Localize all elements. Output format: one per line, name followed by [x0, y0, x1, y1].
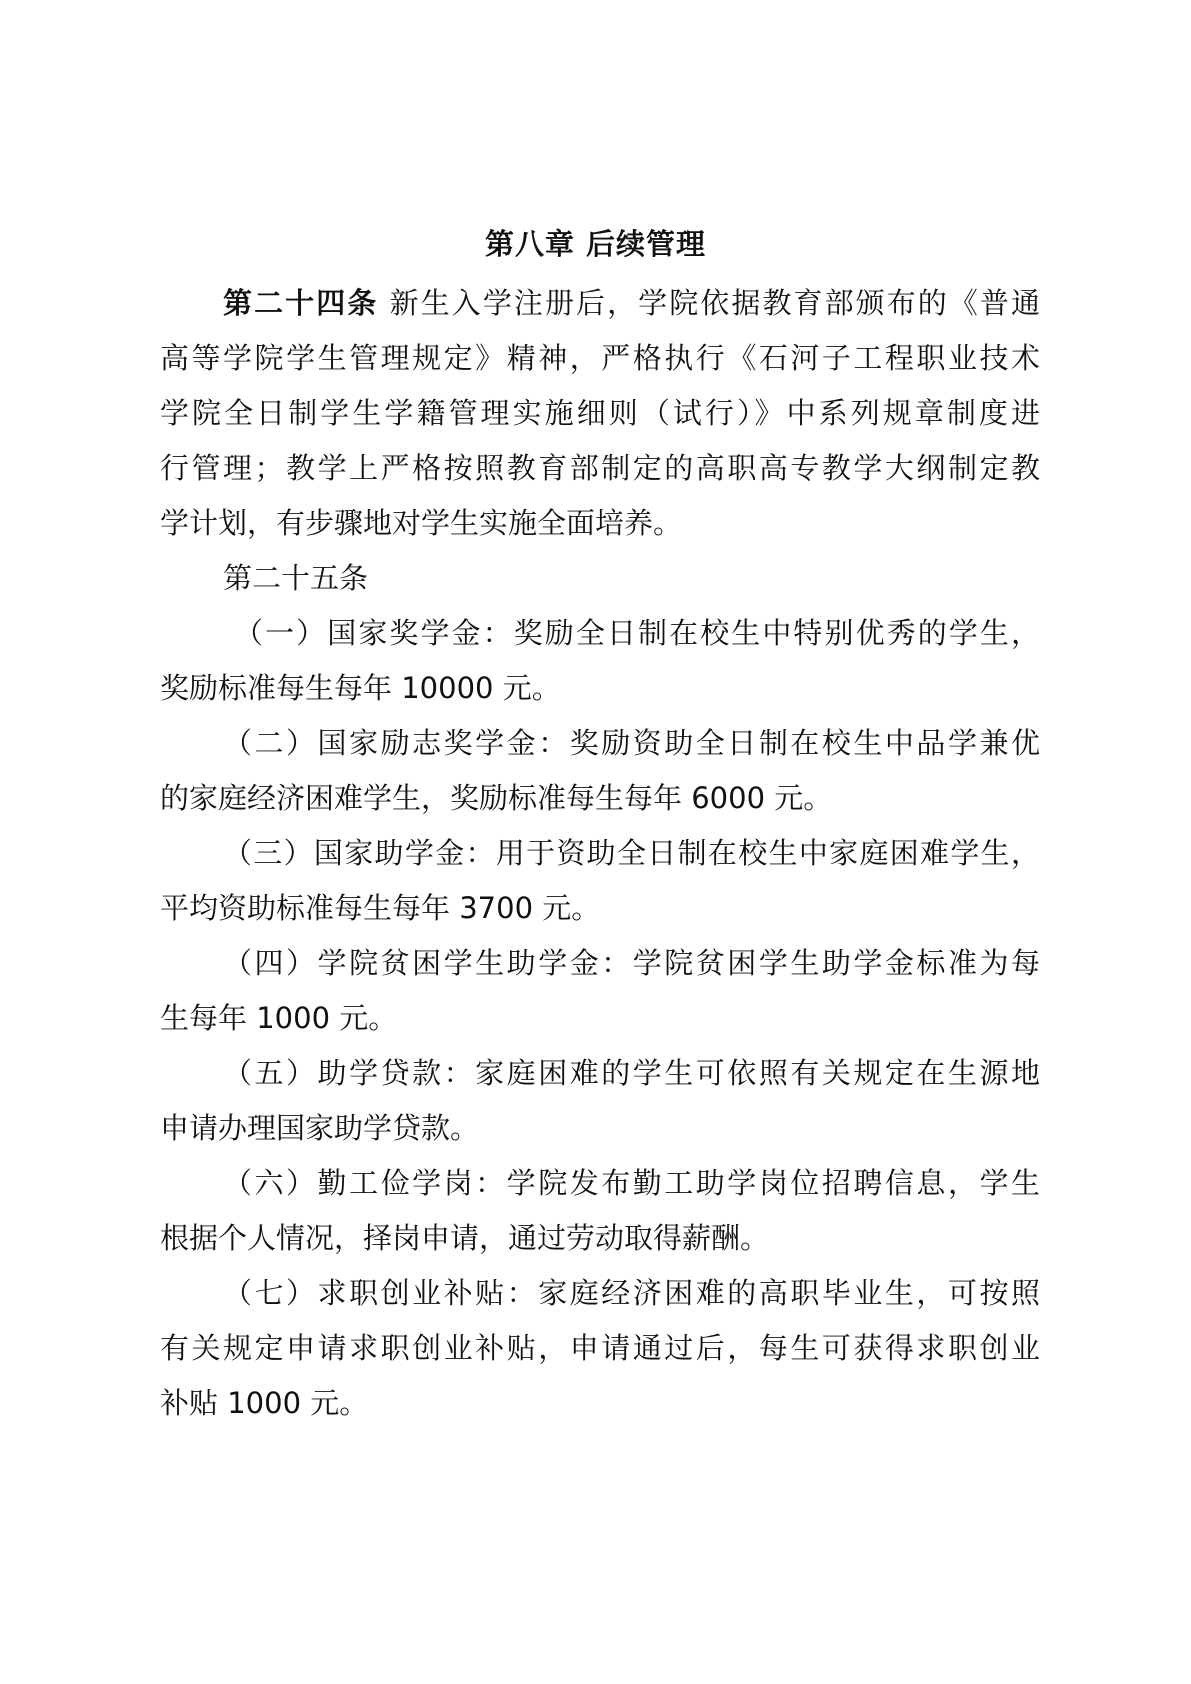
article-25-item-7-line-1: （七）求职创业补贴：家庭经济困难的高职毕业生，可按照 [223, 1276, 1040, 1310]
article-25-item-6-line-2: 根据个人情况，择岗申请，通过劳动取得薪酬。 [160, 1221, 770, 1255]
article-24-line-5: 学计划，有步骤地对学生实施全面培养。 [160, 506, 683, 540]
article-25-item-2-line-2: 的家庭经济困难学生，奖励标准每生每年 6000 元。 [160, 781, 833, 815]
chapter-title: 第八章 后续管理 [484, 227, 707, 261]
article-25-item-4-line-1: （四）学院贫困学生助学金：学院贫困学生助学金标准为每 [223, 946, 1040, 980]
article-24-line-4: 行管理；教学上严格按照教育部制定的高职高专教学大纲制定教 [160, 451, 1040, 485]
article-24-line-2: 高等学院学生管理规定》精神，严格执行《石河子工程职业技术 [160, 341, 1040, 375]
article-25-item-1-line-2: 奖励标准每生每年 10000 元。 [160, 671, 561, 705]
article-25-item-5-line-2: 申请办理国家助学贷款。 [160, 1111, 480, 1145]
article-25-item-3-line-1: （三）国家助学金：用于资助全日制在校生中家庭困难学生， [223, 836, 1040, 870]
article-25-item-1-line-1: （一）国家奖学金：奖励全日制在校生中特别优秀的学生， [234, 616, 1040, 650]
article-25-item-7-line-3: 补贴 1000 元。 [160, 1386, 369, 1420]
article-25-number: 第二十五条 [223, 561, 369, 595]
article-25-item-5-line-1: （五）助学贷款：家庭困难的学生可依照有关规定在生源地 [223, 1056, 1040, 1090]
article-24-line-1 [223, 283, 1040, 323]
article-25-item-6-line-1: （六）勤工俭学岗：学院发布勤工助学岗位招聘信息，学生 [223, 1166, 1040, 1200]
article-25-item-7-line-2: 有关规定申请求职创业补贴，申请通过后，每生可获得求职创业 [160, 1331, 1040, 1365]
article-24-text-1: 新生入学注册后，学院依据教育部颁布的《普通 [378, 286, 1040, 320]
article-25-item-2-line-1: （二）国家励志奖学金：奖励资助全日制在校生中品学兼优 [223, 726, 1040, 760]
article-24-line-3: 学院全日制学生学籍管理实施细则（试行）》中系列规章制度进 [160, 396, 1040, 430]
article-25-item-3-line-2: 平均资助标准每生每年 3700 元。 [160, 891, 601, 925]
article-24-number: 第二十四条 [223, 286, 379, 320]
article-25-item-4-line-2: 生每年 1000 元。 [160, 1001, 398, 1035]
